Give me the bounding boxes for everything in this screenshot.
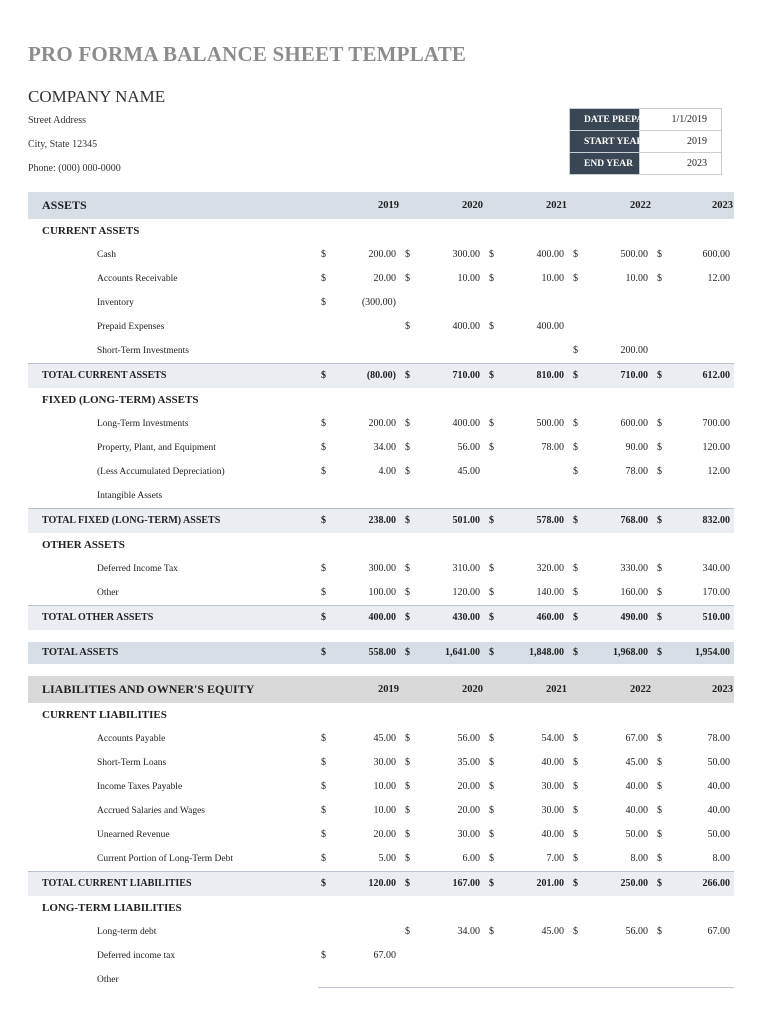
currency-symbol: $ [573,515,578,526]
row-label[interactable]: Income Taxes Payable [97,782,183,792]
currency-symbol: $ [489,370,494,381]
amount-cell-2021[interactable]: 400.00 [536,249,564,260]
info-table [569,108,722,175]
section-label: LONG-TERM LIABILITIES [42,902,182,914]
amount-cell-2021: 578.00 [536,515,564,526]
currency-symbol: $ [573,249,578,260]
amount-cell-2020[interactable]: 34.00 [457,926,480,937]
liabilities-header [28,676,734,703]
company-name[interactable]: COMPANY NAME [28,87,166,106]
amount-cell-2022[interactable]: 160.00 [620,587,648,598]
amount-cell-2022: 710.00 [620,370,648,381]
currency-symbol: $ [405,805,410,816]
currency-symbol: $ [321,273,326,284]
amount-cell-2021: 460.00 [536,612,564,623]
amount-cell-2022: 768.00 [620,515,648,526]
table-row [28,920,734,944]
row-label[interactable]: Unearned Revenue [97,830,170,840]
amount-cell-2023[interactable]: 50.00 [707,829,730,840]
currency-symbol: $ [321,878,326,889]
amount-cell-2019[interactable]: 5.00 [378,853,396,864]
amount-cell-2020[interactable]: 56.00 [457,442,480,453]
amount-cell-2023[interactable]: 12.00 [707,273,730,284]
row-label[interactable]: Prepaid Expenses [97,322,165,332]
amount-cell-2020: 430.00 [452,612,480,623]
table-row [28,339,734,363]
amount-cell-2019: 238.00 [368,515,396,526]
row-label[interactable]: Accounts Payable [97,734,166,744]
section-label: FIXED (LONG-TERM) ASSETS [42,394,199,406]
amount-cell-2022[interactable]: 500.00 [620,249,648,260]
currency-symbol: $ [573,587,578,598]
info-row-end [570,153,722,175]
total-row [28,605,734,630]
currency-symbol: $ [489,515,494,526]
currency-symbol: $ [489,442,494,453]
year-2023: 2023 [712,684,733,695]
row-label[interactable]: Accrued Salaries and Wages [97,806,206,816]
amount-cell-2022[interactable]: 45.00 [625,757,648,768]
currency-symbol: $ [657,926,662,937]
amount-cell-2023[interactable]: 67.00 [707,926,730,937]
amount-cell-2019[interactable]: 4.00 [378,466,396,477]
currency-symbol: $ [573,805,578,816]
currency-symbol: $ [321,950,326,961]
amount-cell-2022[interactable]: 200.00 [620,345,648,356]
grand-total-row [28,642,734,664]
row-label: TOTAL OTHER ASSETS [42,612,154,623]
amount-cell-2020[interactable]: 56.00 [457,733,480,744]
amount-cell-2021[interactable]: 30.00 [541,781,564,792]
amount-cell-2019[interactable]: 300.00 [368,563,396,574]
currency-symbol: $ [657,515,662,526]
amount-cell-2023[interactable]: 40.00 [707,805,730,816]
table-row [28,243,734,267]
table-row [28,267,734,291]
table-row [28,775,734,799]
row-label[interactable]: Long-Term Investments [97,419,189,429]
currency-symbol: $ [321,829,326,840]
amount-cell-2019[interactable]: 67.00 [373,950,396,961]
info-row-date [570,109,722,131]
amount-cell-2022[interactable]: 78.00 [625,466,648,477]
currency-symbol: $ [657,781,662,792]
currency-symbol: $ [321,249,326,260]
amount-cell-2020[interactable]: 20.00 [457,805,480,816]
currency-symbol: $ [405,587,410,598]
currency-symbol: $ [657,733,662,744]
currency-symbol: $ [321,733,326,744]
currency-symbol: $ [489,853,494,864]
row-label[interactable]: Deferred income tax [97,951,176,961]
amount-cell-2023[interactable]: 12.00 [707,466,730,477]
currency-symbol: $ [573,757,578,768]
currency-symbol: $ [321,370,326,381]
date-prepared-label: DATE PREPAR [570,109,640,131]
amount-cell-2020[interactable]: 310.00 [452,563,480,574]
currency-symbol: $ [405,321,410,332]
currency-symbol: $ [573,442,578,453]
currency-symbol: $ [405,612,410,623]
currency-symbol: $ [657,273,662,284]
currency-symbol: $ [573,370,578,381]
amount-cell-2023[interactable]: 170.00 [702,587,730,598]
amount-cell-2019[interactable]: 45.00 [373,733,396,744]
amount-cell-2021[interactable]: 30.00 [541,805,564,816]
table-row [28,751,734,775]
currency-symbol: $ [405,781,410,792]
table-row [28,727,734,751]
amount-cell-2021[interactable]: 140.00 [536,587,564,598]
currency-symbol: $ [489,647,494,658]
table-row [28,799,734,823]
currency-symbol: $ [489,781,494,792]
amount-cell-2022[interactable]: 40.00 [625,781,648,792]
table-row [28,460,734,484]
currency-symbol: $ [405,829,410,840]
amount-cell-2022[interactable]: 50.00 [625,829,648,840]
currency-symbol: $ [573,781,578,792]
currency-symbol: $ [657,563,662,574]
row-label[interactable]: Cash [97,250,116,260]
currency-symbol: $ [657,853,662,864]
amount-cell-2023: 832.00 [702,515,730,526]
date-prepared-value[interactable]: 1/1/2019 [640,109,722,131]
currency-symbol: $ [489,249,494,260]
total-row [28,363,734,388]
currency-symbol: $ [405,647,410,658]
year-2019: 2019 [378,684,399,695]
amount-cell-2019[interactable]: 200.00 [368,249,396,260]
amount-cell-2022[interactable]: 330.00 [620,563,648,574]
currency-symbol: $ [573,926,578,937]
amount-cell-2021: 1,848.00 [529,647,564,658]
total-row [28,508,734,533]
amount-cell-2021[interactable]: 400.00 [536,321,564,332]
currency-symbol: $ [405,370,410,381]
row-label: TOTAL ASSETS [42,647,119,658]
amount-cell-2023: 266.00 [702,878,730,889]
section-label: CURRENT LIABILITIES [42,709,167,721]
amount-cell-2019: 558.00 [368,647,396,658]
currency-symbol: $ [489,878,494,889]
currency-symbol: $ [405,757,410,768]
amount-cell-2021[interactable]: 7.00 [546,853,564,864]
bottom-divider [318,987,734,988]
amount-cell-2020: 1,641.00 [445,647,480,658]
currency-symbol: $ [405,273,410,284]
currency-symbol: $ [405,249,410,260]
amount-cell-2022: 250.00 [620,878,648,889]
amount-cell-2023: 1,954.00 [695,647,730,658]
row-label[interactable]: Long-term debt [97,927,157,937]
currency-symbol: $ [405,733,410,744]
amount-cell-2020: 710.00 [452,370,480,381]
currency-symbol: $ [573,563,578,574]
year-2023: 2023 [712,200,733,211]
amount-cell-2023[interactable]: 50.00 [707,757,730,768]
amount-cell-2019[interactable]: 200.00 [368,418,396,429]
currency-symbol: $ [321,647,326,658]
year-2020: 2020 [462,200,483,211]
amount-cell-2019[interactable]: 100.00 [368,587,396,598]
amount-cell-2023[interactable]: 78.00 [707,733,730,744]
amount-cell-2023[interactable]: 40.00 [707,781,730,792]
currency-symbol: $ [489,418,494,429]
table-row [28,291,734,315]
amount-cell-2020[interactable]: 30.00 [457,829,480,840]
amount-cell-2021: 810.00 [536,370,564,381]
currency-symbol: $ [573,273,578,284]
section-title [28,388,734,412]
currency-symbol: $ [657,418,662,429]
row-label[interactable]: Short-Term Investments [97,346,189,356]
amount-cell-2020[interactable]: 400.00 [452,321,480,332]
section-title [28,533,734,557]
row-label[interactable]: Deferred Income Tax [97,564,178,574]
currency-symbol: $ [573,466,578,477]
row-label: TOTAL CURRENT LIABILITIES [42,878,192,889]
year-2021: 2021 [546,684,567,695]
row-label[interactable]: Other [97,588,119,598]
amount-cell-2022: 1,968.00 [613,647,648,658]
amount-cell-2023[interactable]: 8.00 [712,853,730,864]
currency-symbol: $ [321,612,326,623]
currency-symbol: $ [321,563,326,574]
start-year-value[interactable]: 2019 [640,131,722,153]
section-title [28,219,734,243]
amount-cell-2023: 510.00 [702,612,730,623]
amount-cell-2020[interactable]: 20.00 [457,781,480,792]
amount-cell-2021[interactable]: 45.00 [541,926,564,937]
amount-cell-2022[interactable]: 40.00 [625,805,648,816]
currency-symbol: $ [489,612,494,623]
table-row [28,944,734,968]
year-2022: 2022 [630,684,651,695]
amount-cell-2021[interactable]: 40.00 [541,757,564,768]
amount-cell-2022[interactable]: 10.00 [625,273,648,284]
total-row [28,871,734,896]
currency-symbol: $ [573,853,578,864]
amount-cell-2020[interactable]: 6.00 [462,853,480,864]
row-label: TOTAL FIXED (LONG-TERM) ASSETS [42,515,221,526]
table-row [28,581,734,605]
currency-symbol: $ [657,587,662,598]
amount-cell-2021: 201.00 [536,878,564,889]
currency-symbol: $ [405,563,410,574]
currency-symbol: $ [405,878,410,889]
amount-cell-2022[interactable]: 600.00 [620,418,648,429]
currency-symbol: $ [657,805,662,816]
amount-cell-2022[interactable]: 56.00 [625,926,648,937]
amount-cell-2021[interactable]: 10.00 [541,273,564,284]
currency-symbol: $ [573,829,578,840]
table-row [28,412,734,436]
end-year-value[interactable]: 2023 [640,153,722,175]
currency-symbol: $ [489,563,494,574]
amount-cell-2023[interactable]: 700.00 [702,418,730,429]
currency-symbol: $ [657,829,662,840]
currency-symbol: $ [321,466,326,477]
row-label[interactable]: Intangible Assets [97,491,163,501]
currency-symbol: $ [489,321,494,332]
amount-cell-2019[interactable]: 10.00 [373,781,396,792]
currency-symbol: $ [489,273,494,284]
city-state[interactable]: City, State 12345 [28,139,98,150]
currency-symbol: $ [573,733,578,744]
currency-symbol: $ [489,733,494,744]
amount-cell-2019: (80.00) [366,370,396,381]
spacer [28,630,734,642]
page-title: PRO FORMA BALANCE SHEET TEMPLATE [28,42,467,66]
currency-symbol: $ [405,853,410,864]
currency-symbol: $ [489,805,494,816]
amount-cell-2019: 120.00 [368,878,396,889]
row-label[interactable]: Inventory [97,298,134,308]
currency-symbol: $ [657,249,662,260]
currency-symbol: $ [405,515,410,526]
amount-cell-2021[interactable]: 320.00 [536,563,564,574]
currency-symbol: $ [573,345,578,356]
currency-symbol: $ [657,878,662,889]
amount-cell-2020[interactable]: 45.00 [457,466,480,477]
year-2020: 2020 [462,684,483,695]
section-header-label: ASSETS [42,198,87,212]
amount-cell-2020[interactable]: 35.00 [457,757,480,768]
balance-sheet [28,192,734,992]
amount-cell-2021[interactable]: 78.00 [541,442,564,453]
amount-cell-2019[interactable]: 20.00 [373,273,396,284]
currency-symbol: $ [405,442,410,453]
amount-cell-2021[interactable]: 500.00 [536,418,564,429]
amount-cell-2020: 167.00 [452,878,480,889]
amount-cell-2020[interactable]: 400.00 [452,418,480,429]
section-label: OTHER ASSETS [42,539,125,551]
amount-cell-2019[interactable]: 30.00 [373,757,396,768]
section-label: CURRENT ASSETS [42,225,140,237]
row-label[interactable]: Current Portion of Long-Term Debt [97,854,234,864]
amount-cell-2021[interactable]: 40.00 [541,829,564,840]
amount-cell-2019[interactable]: 34.00 [373,442,396,453]
amount-cell-2019[interactable]: 20.00 [373,829,396,840]
currency-symbol: $ [573,418,578,429]
currency-symbol: $ [573,647,578,658]
table-row [28,847,734,871]
amount-cell-2019[interactable]: 10.00 [373,805,396,816]
currency-symbol: $ [321,805,326,816]
currency-symbol: $ [657,370,662,381]
currency-symbol: $ [657,466,662,477]
currency-symbol: $ [321,757,326,768]
table-row [28,315,734,339]
currency-symbol: $ [321,781,326,792]
currency-symbol: $ [321,442,326,453]
currency-symbol: $ [489,757,494,768]
table-row [28,823,734,847]
year-2021: 2021 [546,200,567,211]
currency-symbol: $ [657,442,662,453]
assets-header [28,192,734,219]
table-row [28,484,734,508]
amount-cell-2022[interactable]: 67.00 [625,733,648,744]
currency-symbol: $ [405,926,410,937]
amount-cell-2020[interactable]: 10.00 [457,273,480,284]
currency-symbol: $ [657,612,662,623]
row-label[interactable]: Other [97,975,119,985]
section-title [28,896,734,920]
currency-symbol: $ [321,587,326,598]
row-label[interactable]: Property, Plant, and Equipment [97,443,216,453]
currency-symbol: $ [489,926,494,937]
currency-symbol: $ [405,418,410,429]
row-label: TOTAL CURRENT ASSETS [42,370,167,381]
currency-symbol: $ [321,297,326,308]
end-year-label: END YEAR [570,153,640,175]
currency-symbol: $ [657,757,662,768]
currency-symbol: $ [405,466,410,477]
table-row [28,436,734,460]
amount-cell-2023[interactable]: 600.00 [702,249,730,260]
currency-symbol: $ [573,612,578,623]
amount-cell-2023: 612.00 [702,370,730,381]
amount-cell-2022[interactable]: 90.00 [625,442,648,453]
amount-cell-2021[interactable]: 54.00 [541,733,564,744]
year-2019: 2019 [378,200,399,211]
table-row [28,557,734,581]
street-address[interactable]: Street Address [28,115,87,126]
amount-cell-2019: 400.00 [368,612,396,623]
table-row [28,968,734,992]
spacer [28,664,734,676]
amount-cell-2020: 501.00 [452,515,480,526]
row-label[interactable]: (Less Accumulated Depreciation) [97,467,225,477]
amount-cell-2020[interactable]: 120.00 [452,587,480,598]
phone[interactable]: Phone: (000) 000-0000 [28,163,121,174]
currency-symbol: $ [321,853,326,864]
currency-symbol: $ [489,587,494,598]
currency-symbol: $ [321,418,326,429]
year-2022: 2022 [630,200,651,211]
amount-cell-2022[interactable]: 8.00 [630,853,648,864]
amount-cell-2019[interactable]: (300.00) [361,297,396,308]
amount-cell-2023[interactable]: 120.00 [702,442,730,453]
info-row-start [570,131,722,153]
row-label[interactable]: Accounts Receivable [97,274,178,284]
amount-cell-2023[interactable]: 340.00 [702,563,730,574]
row-label[interactable]: Short-Term Loans [97,758,167,768]
amount-cell-2020[interactable]: 300.00 [452,249,480,260]
section-title [28,703,734,727]
start-year-label: START YEAR [570,131,640,153]
currency-symbol: $ [489,829,494,840]
currency-symbol: $ [573,878,578,889]
amount-cell-2022: 490.00 [620,612,648,623]
currency-symbol: $ [321,515,326,526]
section-header-label: LIABILITIES AND OWNER'S EQUITY [42,682,255,696]
currency-symbol: $ [657,647,662,658]
